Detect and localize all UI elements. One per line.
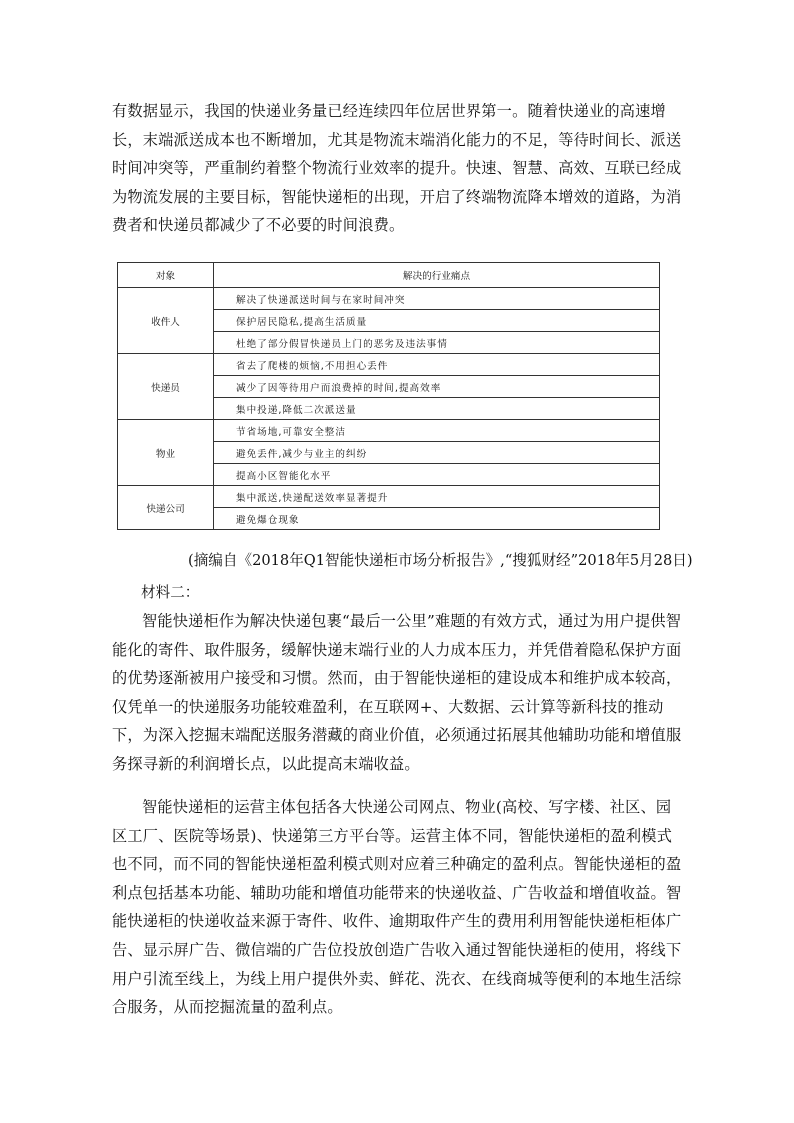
material-two-paragraph: 智能快递柜的运营主体包括各大快递公司网点、物业(高校、写字楼、社区、园区工厂、医院等场景)、快递第三方平台等。运营主体不同，智能快递柜的盈利模式也不同，而不同的智能快递柜盈利模式则对应着三种确定的盈利点。智能快递柜的盈利点包括基本功能、辅助功能和增值功能带来的快递收益、广告收益和增值收益。智能快递柜的快递收益来源于寄件、收件、逾期取件产生的费用利用智能快递柜柜体广告、显示屏广告、微信端的广告位投放创造广告收入通过智能快递柜的使用，将线下用户引流至线上，为线上用户提供外卖、鲜花、洗衣、在线商城等便利的本地生活综合服务，从而挖掘流量的盈利点。 xyxy=(112,798,682,1017)
table-header-object: 对象 xyxy=(118,263,214,288)
table-cell: 集中派送,快递配送效率显著提升 xyxy=(214,486,660,508)
pain-points-table xyxy=(117,262,660,530)
table-row xyxy=(118,420,660,442)
table-cell: 集中投递,降低二次派送量 xyxy=(214,398,660,420)
table-row xyxy=(118,354,660,376)
group-courier: 快递员 xyxy=(118,354,214,420)
group-property: 物业 xyxy=(118,420,214,486)
table-header-pain-points: 解决的行业痛点 xyxy=(214,263,660,288)
group-recipient: 收件人 xyxy=(118,288,214,354)
group-courier-company: 快递公司 xyxy=(118,486,214,530)
table-cell: 避免爆仓现象 xyxy=(214,508,660,530)
table-cell: 避免丢件,减少与业主的纠纷 xyxy=(214,442,660,464)
table-cell: 节省场地,可靠安全整洁 xyxy=(214,420,660,442)
table-cell: 杜绝了部分假冒快递员上门的恶劣及违法事情 xyxy=(214,332,660,354)
intro-paragraph: 有数据显示，我国的快递业务量已经连续四年位居世界第一。随着快递业的高速增长，末端派送成本也不断增加，尤其是物流末端消化能力的不足，等待时间长、派送时间冲突等，严重制约着整个物流行业效率的提升。快速、智慧、高效、互联已经成为物流发展的主要目标，智能快递柜的出现，开启了终端物流降本增效的道路，为消费者和快递员都减少了不必要的时间浪费。 xyxy=(112,102,682,235)
table-cell: 解决了快递派送时间与在家时间冲突 xyxy=(214,288,660,310)
table-header-row xyxy=(118,263,660,288)
source-citation: (摘编自《2018年Q1智能快递柜市场分析报告》,“搜狐财经”2018年5月28日) xyxy=(188,552,693,569)
table-cell: 提高小区智能化水平 xyxy=(214,464,660,486)
table-cell: 减少了因等待用户而浪费掉的时间,提高效率 xyxy=(214,376,660,398)
material-two-paragraph: 智能快递柜作为解决快递包裹“最后一公里”难题的有效方式，通过为用户提供智能化的寄件、取件服务，缓解快递末端行业的人力成本压力，并凭借着隐私保护方面的优势逐渐被用户接受和习惯。然而，由于智能快递柜的建设成本和维护成本较高，仅凭单一的快递服务功能较难盈利，在互联网+、大数据、云计算等新科技的推动下，为深入挖掘末端配送服务潜藏的商业价值，必须通过拓展其他辅助功能和增值服务探寻新的利润增长点，以此提高末端收益。 xyxy=(112,612,682,773)
table-row xyxy=(118,486,660,508)
table-cell: 省去了爬楼的烦恼,不用担心丢件 xyxy=(214,354,660,376)
table-cell: 保护居民隐私,提高生活质量 xyxy=(214,310,660,332)
table-row xyxy=(118,288,660,310)
material-two-label: 材料二： xyxy=(141,584,200,601)
